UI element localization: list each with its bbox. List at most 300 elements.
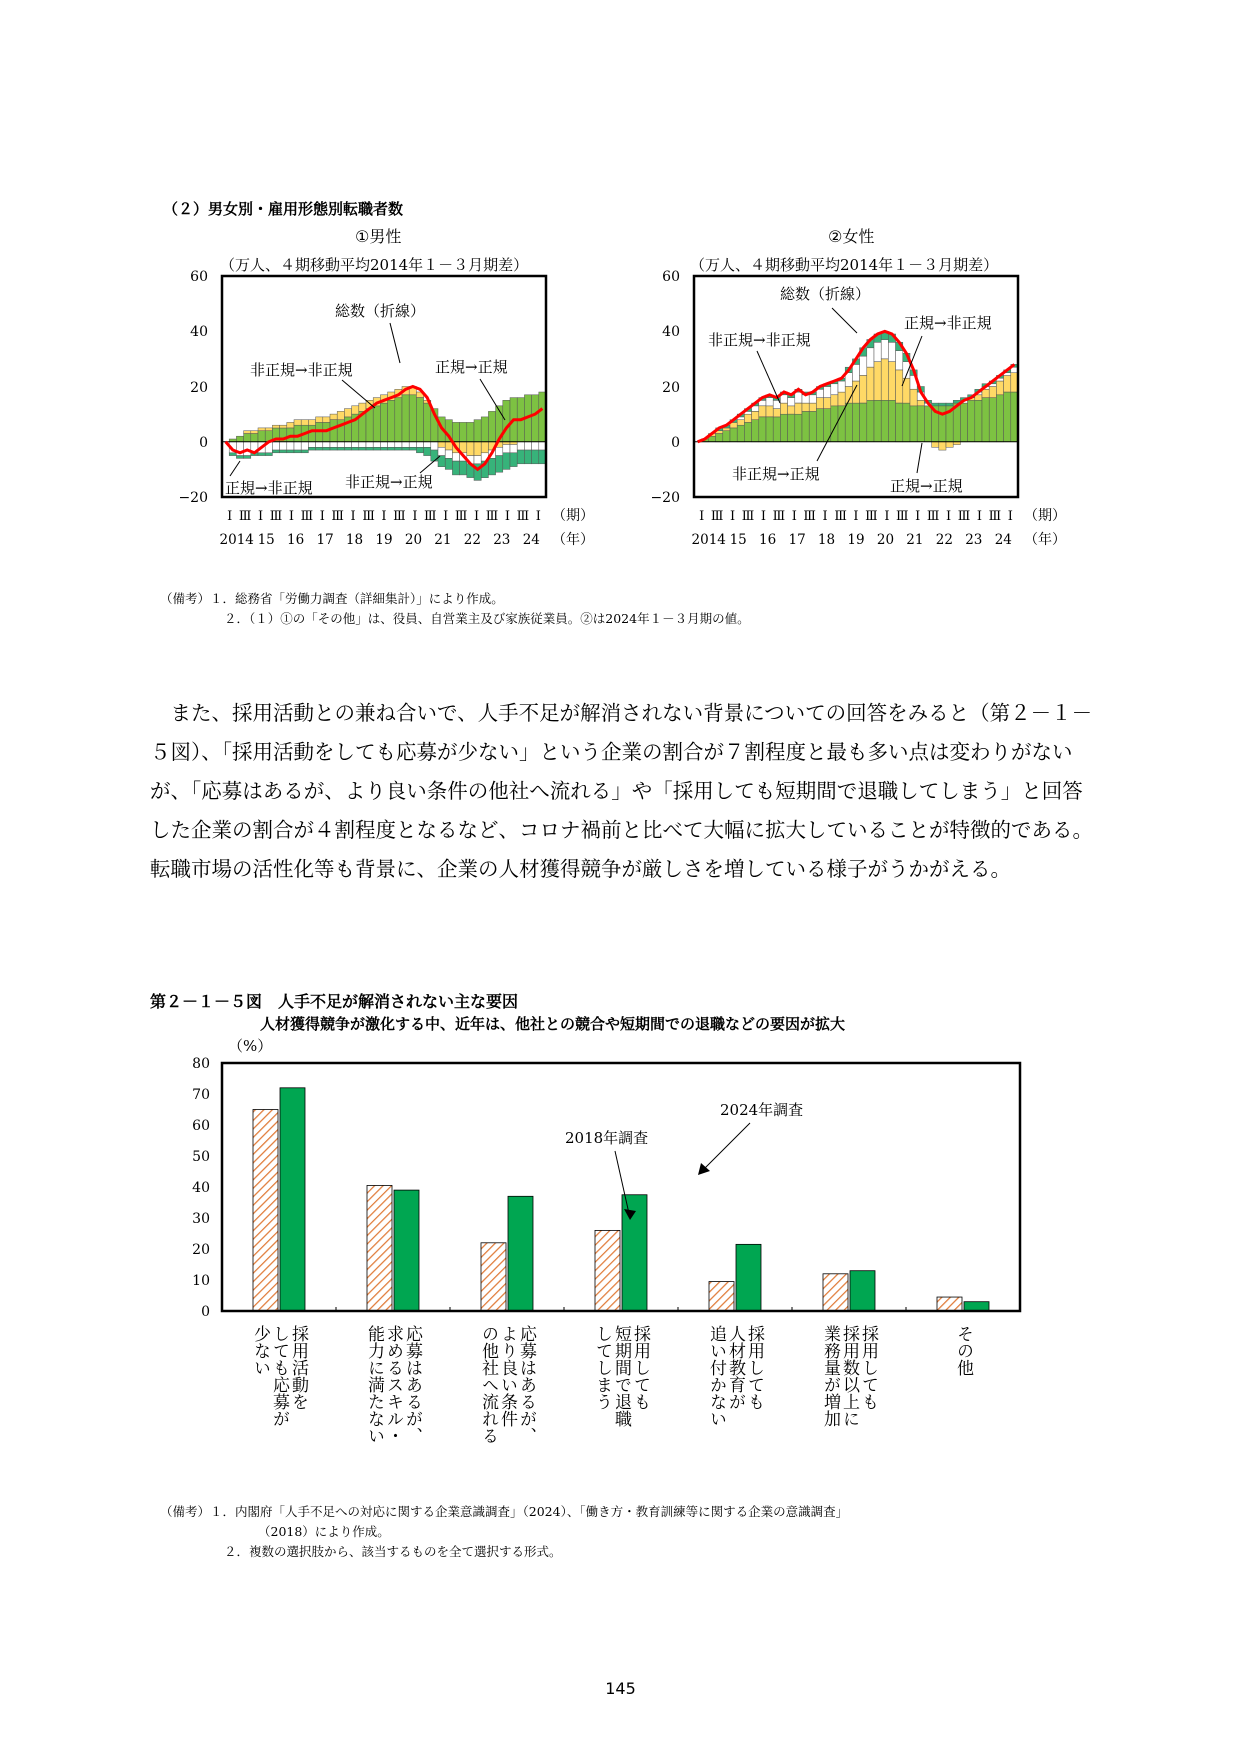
women-bar-segment	[939, 442, 946, 450]
men-bar-segment	[388, 400, 395, 441]
men-bar-segment	[301, 420, 308, 426]
men-quarter-mark: Ⅲ	[362, 509, 375, 524]
women-bar-segment	[809, 411, 816, 441]
women-ytick: 40	[662, 324, 680, 340]
bar-category-label: 少ない	[250, 1325, 270, 1376]
women-quarter-mark: Ⅰ	[976, 509, 982, 524]
women-bar-segment	[838, 381, 845, 392]
women-bar-segment	[888, 362, 895, 401]
men-bar-segment	[445, 442, 452, 450]
men-bar-segment	[373, 442, 380, 448]
men-bar-segment	[308, 447, 315, 450]
men-bar-segment	[280, 442, 287, 450]
men-ytick: 40	[190, 324, 208, 340]
men-quarter-mark: Ⅰ	[350, 509, 356, 524]
legend-2018: 2018年調査	[565, 1129, 649, 1147]
men-bar-segment	[280, 450, 287, 453]
women-bar-segment	[838, 406, 845, 442]
men-bar-segment	[452, 422, 459, 441]
men-quarter-mark: Ⅲ	[269, 509, 283, 524]
men-bar-segment	[244, 456, 251, 459]
women-bar-segment	[996, 381, 1003, 395]
women-bar-segment	[910, 406, 917, 442]
men-bar-segment	[323, 442, 330, 448]
women-quarter-mark: Ⅰ	[699, 509, 705, 524]
women-quarter-mark: Ⅲ	[926, 509, 940, 524]
women-bar-segment	[982, 398, 989, 442]
men-bar-segment	[532, 450, 539, 464]
women-bar-segment	[881, 340, 888, 359]
legend-2024: 2024年調査	[720, 1101, 804, 1119]
men-quarter-mark: Ⅲ	[454, 509, 468, 524]
women-bar-segment	[809, 395, 816, 403]
men-bar-segment	[366, 447, 373, 450]
men-quarter-mark: Ⅲ	[300, 509, 314, 524]
women-year-label: 24	[994, 532, 1012, 548]
men-bar-segment	[503, 453, 510, 470]
women-quarter-mark: Ⅰ	[730, 509, 736, 524]
men-annotation-total: 総数（折線）	[335, 302, 426, 320]
bar-2024	[850, 1271, 875, 1311]
women-year-label: 23	[965, 532, 983, 548]
men-arrow	[230, 461, 240, 476]
men-quarter-mark: Ⅰ	[381, 509, 387, 524]
men-bar-segment	[244, 434, 251, 442]
men-year-label: 20	[404, 532, 423, 548]
men-bar-segment	[431, 442, 438, 450]
bar-marks	[253, 1088, 989, 1311]
men-year-label: 2014	[219, 532, 254, 548]
bar-category-label: 採用数以上に	[839, 1325, 859, 1427]
men-bar-segment	[409, 447, 416, 450]
men-bar-segment	[323, 417, 330, 423]
men-quarter-mark: Ⅰ	[535, 509, 541, 524]
men-bar-segment	[460, 422, 467, 441]
men-bar-segment	[416, 447, 423, 453]
men-bar-segment	[251, 431, 258, 434]
men-bar-segment	[236, 436, 243, 442]
women-bar-segment	[816, 398, 823, 409]
women-transition-chart	[632, 268, 1072, 558]
bar-2018	[367, 1185, 392, 1311]
men-quarter-mark: Ⅰ	[227, 509, 233, 524]
unit-note-men: （万人、４期移動平均2014年１－３月期差）	[220, 256, 529, 274]
men-bar-segment	[424, 442, 431, 448]
women-quarter-mark: Ⅰ	[791, 509, 797, 524]
women-quarter-mark: Ⅰ	[884, 509, 890, 524]
women-quarter-mark: Ⅰ	[760, 509, 766, 524]
men-bar-segment	[272, 442, 279, 450]
women-bar-segment	[773, 417, 780, 442]
women-stacked-bars	[694, 331, 1018, 450]
women-bar-segment	[773, 409, 780, 417]
men-bar-segment	[388, 442, 395, 448]
men-bar-segment	[337, 411, 344, 419]
men-bar-segment	[294, 442, 301, 450]
svg-text:30: 30	[192, 1211, 210, 1227]
men-bar-segment	[395, 442, 402, 448]
women-bar-segment	[744, 422, 751, 441]
men-bar-segment	[229, 453, 236, 456]
men-bar-segment	[366, 409, 373, 442]
men-bar-segment	[330, 420, 337, 442]
women-bar-segment	[759, 417, 766, 442]
page-number: 145	[605, 1679, 636, 1698]
women-bar-segment	[852, 364, 859, 381]
legend-arrow	[700, 1123, 750, 1173]
men-bar-segment	[366, 442, 373, 448]
bar-y-axis	[192, 1056, 210, 1320]
women-quarter-mark: Ⅲ	[834, 509, 847, 524]
men-bar-segment	[503, 400, 510, 441]
bar-2024	[508, 1196, 533, 1311]
men-bar-segment	[294, 425, 301, 442]
women-bar-segment	[780, 403, 787, 414]
men-bar-segment	[424, 447, 431, 455]
men-quarter-mark: Ⅰ	[474, 509, 480, 524]
women-quarter-mark: Ⅰ	[853, 509, 859, 524]
section-title: （２）男女別・雇用形態別転職者数	[163, 200, 404, 218]
women-bar-segment	[946, 403, 953, 406]
women-quarter-mark: Ⅲ	[896, 509, 909, 524]
men-bar-segment	[352, 447, 359, 450]
men-bar-segment	[373, 447, 380, 450]
svg-text:40: 40	[192, 1180, 210, 1196]
bar-2024	[280, 1088, 305, 1311]
bar-category-label: 能力に満たない	[364, 1325, 384, 1444]
men-bar-segment	[474, 420, 481, 442]
bar-category-label: 業務量が増加	[820, 1325, 840, 1427]
women-quarter-mark: Ⅲ	[803, 509, 816, 524]
men-bar-segment	[330, 414, 337, 420]
bar-category-label: 採用活動を	[288, 1325, 308, 1410]
men-x-axis	[220, 508, 594, 548]
men-year-label: 16	[287, 532, 305, 548]
bar-2018	[709, 1282, 734, 1311]
women-bar-segment	[860, 403, 867, 442]
men-bar-segment	[395, 398, 402, 442]
bar-unit: （%）	[228, 1037, 273, 1055]
men-annotation-nonreg-reg: 非正規→正規	[345, 473, 433, 491]
women-bar-segment	[802, 411, 809, 441]
women-bar-segment	[788, 406, 795, 414]
men-bar-segment	[532, 442, 539, 450]
women-annotation-total: 総数（折線）	[780, 285, 871, 303]
men-year-label: 21	[434, 532, 452, 548]
panel-title-men: ①男性	[355, 227, 402, 246]
men-quarter-mark: Ⅲ	[238, 509, 252, 524]
women-bar-segment	[752, 420, 759, 442]
bar-category-label: 人材教育が	[725, 1325, 745, 1410]
women-bar-segment	[831, 384, 838, 395]
men-bar-segment	[395, 447, 402, 450]
women-bar-segment	[874, 362, 881, 401]
women-bar-segment	[860, 375, 867, 403]
women-x-axis	[692, 508, 1066, 548]
women-annotation-nonreg-nonreg: 非正規→非正規	[708, 331, 811, 349]
women-bar-segment	[716, 434, 723, 442]
bar-2024	[964, 1302, 989, 1311]
men-annotation-reg-reg: 正規→正規	[435, 358, 508, 376]
unit-note-women: （万人、４期移動平均2014年１－３月期差）	[690, 256, 999, 274]
men-annotation-reg-nonreg: 正規→非正規	[225, 479, 313, 497]
bar-category-label: 短期間で退職	[611, 1325, 631, 1427]
bar-category-label: その他	[953, 1325, 973, 1376]
women-bar-segment	[903, 403, 910, 442]
women-bar-segment	[795, 403, 802, 414]
bar-category-label: 採用しても	[630, 1325, 650, 1410]
men-bar-segment	[452, 453, 459, 461]
women-bar-segment	[960, 403, 967, 442]
svg-text:20: 20	[192, 1242, 210, 1258]
svg-text:50: 50	[192, 1149, 210, 1165]
men-bar-segment	[474, 442, 481, 456]
women-bar-segment	[838, 392, 845, 406]
men-bar-segment	[308, 420, 315, 426]
women-bar-segment	[917, 400, 924, 406]
men-bar-segment	[503, 445, 510, 453]
women-quarter-mark: Ⅲ	[772, 509, 786, 524]
men-bar-segment	[316, 442, 323, 448]
men-quarter-mark: Ⅰ	[319, 509, 325, 524]
women-year-label: 18	[817, 532, 836, 548]
men-quarter-mark: Ⅲ	[485, 509, 499, 524]
men-quarter-mark: Ⅰ	[412, 509, 418, 524]
women-bar-segment	[766, 406, 773, 417]
men-quarter-mark: Ⅲ	[393, 509, 406, 524]
men-annotation-nonreg-nonreg: 非正規→非正規	[250, 361, 353, 379]
men-year-label: 17	[316, 532, 334, 548]
women-bar-segment	[723, 431, 730, 442]
women-bar-segment	[874, 342, 881, 361]
men-bar-segment	[380, 442, 387, 448]
women-quarter-mark: Ⅲ	[957, 509, 971, 524]
women-ytick: −20	[650, 490, 680, 506]
bar-2018	[253, 1110, 278, 1312]
men-year-label: 23	[493, 532, 511, 548]
women-bar-segment	[860, 356, 867, 375]
bar-category-label: しても応募が	[269, 1325, 289, 1427]
women-bar-segment	[896, 403, 903, 442]
men-bar-segment	[517, 442, 524, 450]
men-transition-chart	[160, 268, 600, 558]
bar-category-label: 求めるスキル・	[383, 1325, 403, 1444]
women-year-unit-label: （年）	[1024, 532, 1066, 548]
women-year-label: 20	[876, 532, 895, 548]
men-ytick: 0	[199, 435, 208, 451]
women-bar-segment	[874, 400, 881, 441]
figure-subtitle: 人材獲得競争が激化する中、近年は、他社との競合や短期間での退職などの要因が拡大	[260, 1015, 846, 1033]
women-bar-segment	[924, 406, 931, 442]
women-bar-segment	[737, 420, 744, 426]
men-bar-segment	[510, 445, 517, 453]
men-bar-segment	[359, 442, 366, 448]
men-bar-segment	[280, 425, 287, 428]
men-bar-segment	[344, 442, 351, 448]
women-quarter-mark: Ⅲ	[865, 509, 878, 524]
women-annotation-reg-nonreg: 正規→非正規	[904, 314, 992, 332]
women-bar-segment	[881, 400, 888, 441]
women-quarter-mark: Ⅲ	[988, 509, 1002, 524]
women-bar-segment	[723, 428, 730, 431]
women-bar-segment	[730, 428, 737, 442]
men-bar-segment	[287, 442, 294, 450]
note-line: ２．複数の選択肢から、該当するものを全て選択する形式。	[224, 1544, 562, 1559]
men-bar-segment	[524, 450, 531, 464]
svg-text:60: 60	[192, 1118, 210, 1134]
men-year-label: 24	[522, 532, 540, 548]
bar-category-label: より良い条件	[497, 1325, 517, 1427]
women-annotation-reg-reg: 正規→正規	[890, 477, 963, 495]
men-bar-segment	[517, 450, 524, 464]
men-bar-segment	[467, 442, 474, 456]
men-bar-segment	[460, 461, 467, 475]
men-bar-segment	[308, 425, 315, 442]
svg-text:10: 10	[192, 1273, 210, 1289]
women-year-label: 16	[759, 532, 777, 548]
men-bar-segment	[373, 406, 380, 442]
women-quarter-mark: Ⅰ	[1007, 509, 1013, 524]
women-bar-segment	[780, 395, 787, 403]
women-bar-segment	[1004, 392, 1011, 442]
men-bar-segment	[409, 442, 416, 448]
bar-category-label: 採用しても	[858, 1325, 878, 1410]
men-year-label: 18	[345, 532, 364, 548]
men-year-label: 15	[257, 532, 275, 548]
men-bar-segment	[481, 417, 488, 442]
bar-2024	[394, 1190, 419, 1311]
men-bar-segment	[438, 447, 445, 455]
bar-plot-frame	[222, 1063, 1020, 1311]
men-bar-segment	[251, 434, 258, 442]
women-quarter-mark: Ⅰ	[822, 509, 828, 524]
bar-category-label: してしまう	[592, 1325, 612, 1410]
women-bar-segment	[989, 387, 996, 398]
women-ytick: 20	[662, 380, 680, 396]
men-bar-segment	[445, 458, 452, 469]
women-bar-segment	[968, 400, 975, 441]
women-bar-segment	[982, 389, 989, 397]
men-bar-segment	[272, 425, 279, 428]
women-bar-segment	[939, 403, 946, 406]
women-bar-segment	[896, 351, 903, 370]
men-bar-segment	[388, 447, 395, 450]
note-line: （備考）１．総務省「労働力調査（詳細集計）」により作成。	[160, 591, 504, 606]
women-quarter-mark: Ⅰ	[915, 509, 921, 524]
bar-2018	[595, 1230, 620, 1311]
women-arrow	[917, 443, 922, 473]
women-bar-segment	[788, 398, 795, 406]
men-bar-segment	[265, 453, 272, 456]
women-period-label: （期）	[1024, 508, 1066, 524]
women-bar-segment	[996, 395, 1003, 442]
women-bar-segment	[766, 417, 773, 442]
men-bar-segment	[344, 447, 351, 450]
women-bar-segment	[759, 406, 766, 417]
women-bar-segment	[939, 406, 946, 442]
women-bar-segment	[867, 367, 874, 400]
men-year-unit-label: （年）	[552, 532, 594, 548]
women-year-label: 17	[788, 532, 806, 548]
bar-category-labels	[250, 1325, 974, 1444]
women-bar-segment	[831, 395, 838, 406]
women-bar-segment	[816, 409, 823, 442]
women-bar-segment	[1004, 375, 1011, 392]
men-bar-segment	[337, 447, 344, 450]
women-bar-segment	[802, 403, 809, 411]
women-bar-segment	[795, 414, 802, 442]
men-bar-segment	[330, 442, 337, 448]
men-bar-segment	[424, 403, 431, 442]
men-bar-segment	[380, 403, 387, 442]
note-line: （備考）１．内閣府「人手不足への対応に関する企業意識調査」（2024）、「働き方・教育訓練等に関する企業の意識調査」	[160, 1504, 849, 1519]
men-bar-segment	[532, 395, 539, 442]
men-bar-segment	[445, 450, 452, 458]
women-bar-segment	[888, 400, 895, 441]
men-bar-segment	[474, 456, 481, 464]
men-bar-segment	[330, 447, 337, 450]
women-bar-segment	[816, 389, 823, 397]
note-line: （2018）により作成。	[258, 1524, 390, 1539]
men-bar-segment	[488, 458, 495, 475]
men-arrow	[420, 456, 440, 473]
labor-shortage-bar-chart	[170, 1033, 1050, 1463]
women-bar-segment	[752, 411, 759, 419]
men-bar-segment	[496, 456, 503, 473]
men-bar-segment	[416, 442, 423, 448]
women-ytick: 60	[662, 269, 680, 285]
men-bar-segment	[294, 450, 301, 453]
bar-2018	[937, 1297, 962, 1311]
women-bar-segment	[744, 414, 751, 422]
women-bar-segment	[824, 387, 831, 398]
women-bar-segment	[867, 348, 874, 367]
men-bar-segment	[352, 442, 359, 448]
men-bar-segment	[301, 450, 308, 453]
men-bar-segment	[359, 447, 366, 450]
women-bar-segment	[795, 392, 802, 403]
women-arrow	[832, 308, 857, 333]
men-quarter-mark: Ⅰ	[288, 509, 294, 524]
women-bar-segment	[989, 398, 996, 442]
women-bar-segment	[809, 403, 816, 411]
bar-category-label: 応募はあるが、	[402, 1325, 422, 1444]
men-bar-segment	[301, 442, 308, 450]
women-bar-segment	[910, 389, 917, 406]
men-bar-segment	[467, 422, 474, 441]
svg-text:0: 0	[201, 1304, 210, 1320]
bar-2018	[481, 1243, 506, 1311]
men-arrow	[342, 380, 375, 408]
women-quarter-mark: Ⅲ	[710, 509, 724, 524]
women-bar-segment	[852, 403, 859, 442]
men-bar-segment	[352, 406, 359, 414]
bar-2018	[823, 1274, 848, 1311]
men-bar-segment	[402, 447, 409, 450]
men-bar-segment	[236, 456, 243, 459]
men-bar-segment	[287, 450, 294, 453]
men-bar-segment	[510, 453, 517, 467]
women-bar-segment	[780, 414, 787, 442]
men-ytick: 20	[190, 380, 208, 396]
men-bar-segment	[416, 398, 423, 442]
bar-category-label: 採用しても	[744, 1325, 764, 1410]
women-bar-segment	[896, 370, 903, 403]
men-bar-segment	[496, 447, 503, 455]
men-bar-segment	[272, 450, 279, 453]
men-ytick: −20	[178, 490, 208, 506]
bar-category-label: 応募はあるが、	[516, 1325, 536, 1444]
